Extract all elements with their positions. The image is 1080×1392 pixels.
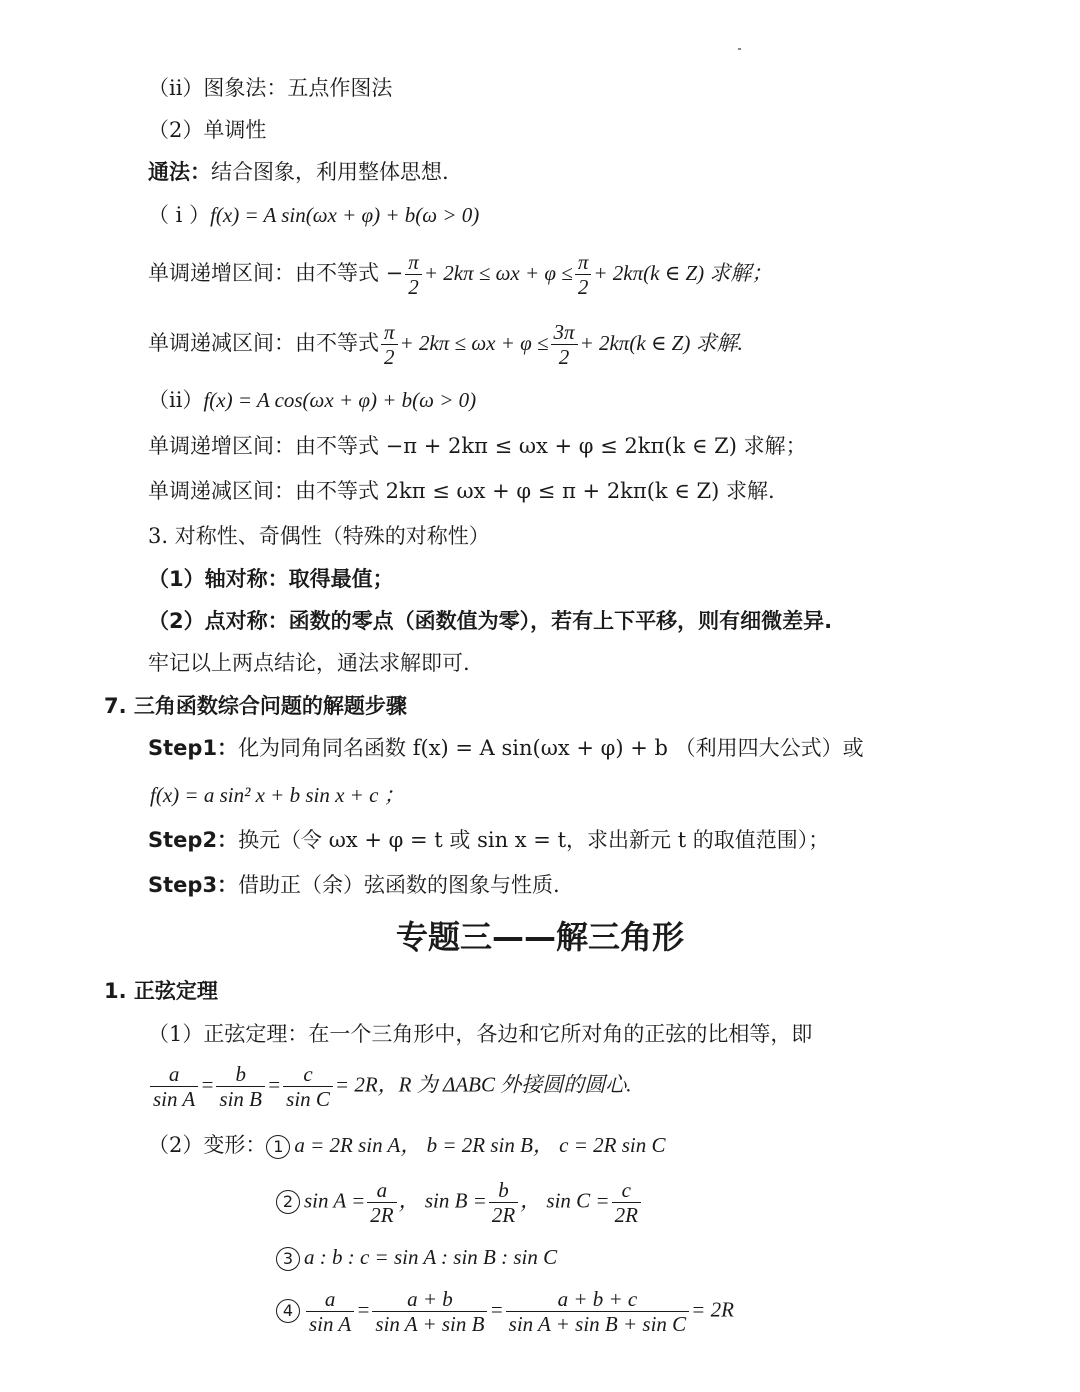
fraction: $\frac{a}{2R}$ (367, 1178, 396, 1227)
variant-1-line (148, 1133, 666, 1159)
fraction: $\frac{b}{\text{sin B}}$ (216, 1062, 265, 1111)
inequality-end: + 2kπ(k ∈ Z) 求解； (593, 261, 773, 286)
step1-line (148, 736, 864, 761)
variant-3-formula: a : b : c = sin A : sin B : sin C (304, 1245, 558, 1269)
fraction: $\frac{a}{\text{sin A}}$ (306, 1287, 354, 1336)
sine-law-end: = 2R，R 为 ΔABC 外接圆的圆心. (334, 1072, 632, 1097)
step3-line (148, 873, 560, 898)
fraction: $\frac{a + b}{\text{sin A + sin B}}$ (372, 1287, 487, 1336)
fraction: $\frac{\pi}{2}$ (575, 250, 592, 299)
point-symmetry-line: （2）点对称：函数的零点（函数值为零），若有上下平移，则有细微差异. (148, 609, 833, 633)
circled-number: 3 (276, 1247, 300, 1271)
step2-text: 换元（令 ωx + φ = t 或 sin x = t，求出新元 t 的取值范围）； (238, 828, 830, 852)
step2-label: Step2： (148, 828, 239, 852)
page-title: 专题三——解三角形 (395, 918, 684, 956)
case-i-line (148, 203, 479, 228)
symmetry-heading: 3. 对称性、奇偶性（特殊的对称性） (148, 524, 490, 548)
circled-number: 2 (276, 1190, 300, 1214)
general-method-label: 通法： (148, 160, 211, 184)
inequality-middle: + 2kπ ≤ ωx + φ ≤ (399, 331, 549, 356)
cos-decreasing-line: 单调递减区间：由不等式 2kπ ≤ ωx + φ ≤ π + 2kπ(k ∈ Z) 求解. (148, 479, 775, 503)
case-ii-line (148, 388, 476, 413)
case-i-label: （ i ） (148, 203, 211, 227)
speck-mark (738, 48, 741, 50)
general-method-line (148, 160, 449, 185)
fraction: $\frac{b}{2R}$ (489, 1178, 518, 1227)
step1-formula-line: f(x) = a sin² x + b sin x + c ； (150, 783, 405, 807)
general-method-text: 结合图象，利用整体思想. (211, 160, 449, 184)
fraction: $\frac{\pi}{2}$ (405, 250, 422, 299)
sin-decreasing-line (148, 320, 743, 369)
sin-decreasing-prefix: 单调递减区间：由不等式 (148, 331, 379, 356)
fraction: $\frac{a}{\text{sin A}}$ (150, 1062, 198, 1111)
fraction: $\frac{3\pi}{2}$ (551, 320, 578, 369)
conclusion-line: 牢记以上两点结论，通法求解即可. (148, 651, 470, 675)
sine-law-statement: （1）正弦定理：在一个三角形中，各边和它所对角的正弦的比相等，即 (148, 1022, 813, 1046)
sin-increasing-line (148, 250, 772, 299)
case-ii-formula: f(x) = A cos(ωx + φ) + b(ω > 0) (203, 388, 477, 412)
step2-line (148, 828, 829, 853)
sin-increasing-prefix: 单调递增区间：由不等式 − (148, 261, 404, 286)
variant-label: （2）变形： (148, 1133, 267, 1157)
graph-method-line: （ii）图象法：五点作图法 (148, 76, 393, 100)
monotonicity-heading: （2）单调性 (148, 118, 267, 142)
fraction: $\frac{a + b + c}{\text{sin A + sin B + sin C}}$ (506, 1287, 690, 1336)
step3-label: Step3： (148, 873, 239, 897)
inequality-end: + 2kπ(k ∈ Z) 求解. (579, 331, 743, 356)
fraction: $\frac{c}{2R}$ (612, 1178, 641, 1227)
inequality-middle: + 2kπ ≤ ωx + φ ≤ (423, 261, 573, 286)
variant-4-line: 4 $\frac{a}{\text{sin A}}$ = $\frac{a + b}{\text{sin A + sin B}}$ = $\frac{a + b + c}{\text{sin A + sin B + sin C}}$ = 2R (276, 1287, 734, 1336)
variant-3-line (276, 1245, 557, 1271)
axis-symmetry-line: （1）轴对称：取得最值； (148, 567, 394, 591)
variant-1-formula: a = 2R sin A， b = 2R sin B， c = 2R sin C (294, 1133, 666, 1157)
variant-2-line: 2 sin A = $\frac{a}{2R}$ ， sin B = $\frac{b}{2R}$ ， sin C = $\frac{c}{2R}$ (276, 1178, 643, 1227)
circled-number: 4 (276, 1299, 300, 1323)
cos-increasing-line: 单调递增区间：由不等式 −π + 2kπ ≤ ωx + φ ≤ 2kπ(k ∈ Z) 求解； (148, 434, 807, 458)
fraction: $\frac{\pi}{2}$ (381, 320, 398, 369)
section-7-heading: 7. 三角函数综合问题的解题步骤 (104, 694, 407, 718)
case-ii-label: （ii） (148, 388, 204, 412)
circled-number: 1 (266, 1135, 290, 1159)
step1-text: 化为同角同名函数 f(x) = A sin(ωx + φ) + b （利用四大公式）或 (238, 736, 864, 760)
step3-text: 借助正（余）弦函数的图象与性质. (238, 873, 560, 897)
sine-law-formula: $\frac{a}{\text{sin A}}$ = $\frac{b}{\text{sin B}}$ = $\frac{c}{\text{sin C}}$ = 2R，R 为 ΔABC 外接圆的圆心. (148, 1062, 632, 1111)
section-1-heading: 1. 正弦定理 (104, 979, 218, 1003)
fraction: $\frac{c}{\text{sin C}}$ (283, 1062, 333, 1111)
case-i-formula: f(x) = A sin(ωx + φ) + b(ω > 0) (210, 203, 480, 227)
step1-label: Step1： (148, 736, 239, 760)
